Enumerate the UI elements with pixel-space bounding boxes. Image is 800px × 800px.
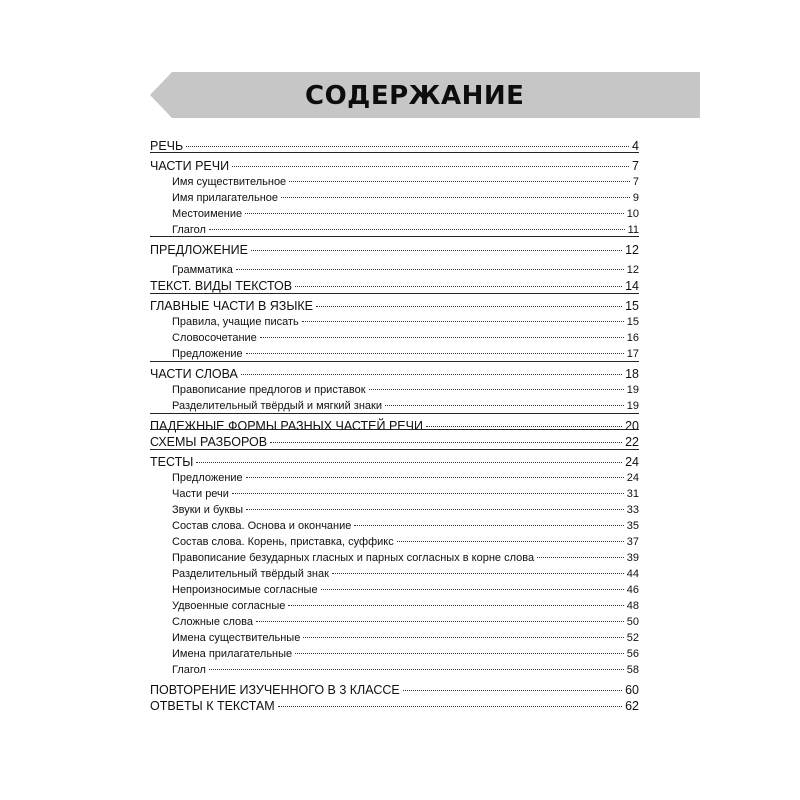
toc-entry-page-number: 16	[626, 332, 639, 344]
toc-entry-page-number: 11	[627, 224, 639, 236]
toc-entry-page-number: 46	[626, 584, 639, 596]
toc-entry-page-number: 17	[626, 348, 639, 360]
toc-entry	[150, 262, 639, 278]
toc-entry	[150, 550, 639, 566]
dot-leader	[369, 389, 624, 390]
toc-entry-page-number: 19	[626, 400, 639, 412]
toc-entry-label: СХЕМЫ РАЗБОРОВ	[150, 435, 268, 449]
toc-entry-page-number: 60	[625, 683, 639, 697]
toc-entry-label: Части речи	[172, 488, 229, 500]
toc-entry-page-number: 48	[626, 600, 639, 612]
dot-leader	[196, 462, 622, 463]
toc-entry-page-number: 56	[626, 648, 639, 660]
toc-entry-label: Имена существительные	[172, 632, 301, 644]
toc-entry-page-number: 37	[626, 536, 639, 548]
dot-leader	[260, 337, 624, 338]
toc-entry-label: Состав слова. Основа и окончание	[172, 520, 352, 532]
dot-leader	[281, 197, 630, 198]
toc-entry-label: РЕЧЬ	[150, 139, 184, 153]
toc-entry-label: Глагол	[172, 664, 206, 676]
toc-entry	[150, 698, 639, 714]
toc-entry	[150, 630, 639, 646]
toc-entry-label: Удвоенные согласные	[172, 600, 286, 612]
toc-entry-label: Правописание безударных гласных и парных согласных в корне слова	[172, 552, 535, 564]
dot-leader	[303, 637, 623, 638]
dot-leader	[316, 306, 622, 307]
toc-entry-page-number: 15	[625, 299, 639, 313]
toc-entry-page-number: 33	[626, 504, 639, 516]
toc-entry-page-number: 39	[626, 552, 639, 564]
toc-entry-label: Предложение	[172, 348, 243, 360]
dot-leader	[385, 405, 624, 406]
toc-entry-label: ПОВТОРЕНИЕ ИЗУЧЕННОГО В 3 КЛАССЕ	[150, 683, 400, 697]
toc-entry-label: Имя прилагательное	[172, 192, 279, 204]
dot-leader	[397, 541, 624, 542]
dot-leader	[246, 509, 624, 510]
toc-entry-page-number: 62	[625, 699, 639, 713]
toc-entry-label: ЧАСТИ СЛОВА	[150, 367, 238, 381]
toc-entry-page-number: 31	[626, 488, 639, 500]
dot-leader	[256, 621, 624, 622]
toc-entry-page-number: 44	[626, 568, 639, 580]
dot-leader	[288, 605, 623, 606]
page-title: СОДЕРЖАНИЕ	[305, 81, 525, 111]
toc-entry-label: ОТВЕТЫ К ТЕКСТАМ	[150, 699, 275, 713]
dot-leader	[209, 229, 625, 230]
toc-entry-page-number: 7	[632, 176, 639, 188]
toc-entry-page-number: 58	[626, 664, 639, 676]
toc-entry	[150, 682, 639, 698]
toc-entry	[150, 366, 639, 382]
section-divider	[150, 429, 639, 430]
toc-entry-page-number: 35	[626, 520, 639, 532]
dot-leader	[426, 426, 622, 427]
toc-entry-label: ТЕСТЫ	[150, 455, 194, 469]
toc-entry-page-number: 22	[625, 435, 639, 449]
dot-leader	[289, 181, 630, 182]
toc-entry	[150, 662, 639, 678]
dot-leader	[354, 525, 623, 526]
dot-leader	[232, 166, 629, 167]
toc-entry-label: Состав слова. Корень, приставка, суффикс	[172, 536, 394, 548]
dot-leader	[295, 653, 624, 654]
toc-entry-label: Разделительный твёрдый знак	[172, 568, 329, 580]
dot-leader	[537, 557, 624, 558]
dot-leader	[403, 690, 622, 691]
dot-leader	[245, 213, 624, 214]
toc-entry	[150, 598, 639, 614]
dot-leader	[302, 321, 624, 322]
dot-leader	[236, 269, 624, 270]
toc-entry	[150, 190, 639, 206]
toc-entry	[150, 242, 639, 258]
toc-entry	[150, 582, 639, 598]
toc-entry-label: Грамматика	[172, 264, 233, 276]
toc-entry	[150, 398, 639, 414]
toc-entry	[150, 382, 639, 398]
toc-entry	[150, 418, 639, 434]
section-divider	[150, 361, 639, 362]
dot-leader	[209, 669, 624, 670]
toc-entry	[150, 314, 639, 330]
toc-entry-label: Правописание предлогов и приставок	[172, 384, 366, 396]
dot-leader	[270, 442, 622, 443]
toc-entry	[150, 518, 639, 534]
section-divider	[150, 236, 639, 237]
toc-entry-label: ТЕКСТ. ВИДЫ ТЕКСТОВ	[150, 279, 293, 293]
toc-entry-label: ПРЕДЛОЖЕНИЕ	[150, 243, 249, 257]
toc-entry	[150, 502, 639, 518]
toc-entry-label: ПАДЕЖНЫЕ ФОРМЫ РАЗНЫХ ЧАСТЕЙ РЕЧИ	[150, 419, 423, 433]
toc-entry	[150, 298, 639, 314]
toc-entry	[150, 470, 639, 486]
toc-entry-page-number: 12	[626, 264, 639, 276]
toc-entry-page-number: 12	[625, 243, 639, 257]
toc-entry-label: Разделительный твёрдый и мягкий знаки	[172, 400, 382, 412]
toc-entry	[150, 346, 639, 362]
toc-entry-label: ЧАСТИ РЕЧИ	[150, 159, 230, 173]
toc-entry-page-number: 52	[626, 632, 639, 644]
toc-entry-label: Имя существительное	[172, 176, 287, 188]
toc-entry	[150, 158, 639, 174]
toc-entry	[150, 614, 639, 630]
section-divider	[150, 449, 639, 450]
dot-leader	[251, 250, 622, 251]
toc-entry-label: Правила, учащие писать	[172, 316, 299, 328]
toc-entry-label: Непроизносимые согласные	[172, 584, 318, 596]
section-divider	[150, 413, 639, 414]
dot-leader	[241, 374, 622, 375]
section-divider	[150, 293, 639, 294]
toc-entry-page-number: 15	[626, 316, 639, 328]
toc-entry-page-number: 14	[625, 279, 639, 293]
dot-leader	[278, 706, 622, 707]
toc-entry-page-number: 10	[626, 208, 639, 220]
toc-entry-page-number: 4	[632, 139, 639, 153]
toc-entry-label: Местоимение	[172, 208, 243, 220]
dot-leader	[246, 477, 624, 478]
toc-entry	[150, 174, 639, 190]
toc-entry-page-number: 24	[625, 455, 639, 469]
dot-leader	[295, 286, 622, 287]
dot-leader	[246, 353, 624, 354]
toc-entry	[150, 454, 639, 470]
dot-leader	[332, 573, 624, 574]
toc-entry-page-number: 19	[626, 384, 639, 396]
toc-entry	[150, 486, 639, 502]
dot-leader	[186, 146, 629, 147]
toc-entry	[150, 434, 639, 450]
toc-entry-page-number: 20	[625, 419, 639, 433]
toc-entry	[150, 330, 639, 346]
toc-entry-page-number: 7	[632, 159, 639, 173]
toc-entry-page-number: 9	[632, 192, 639, 204]
toc-entry-label: Словосочетание	[172, 332, 257, 344]
dot-leader	[321, 589, 624, 590]
toc-entry-page-number: 24	[626, 472, 639, 484]
toc-entry-page-number: 50	[626, 616, 639, 628]
toc-entry-label: Глагол	[172, 224, 206, 236]
toc-entry-label: Сложные слова	[172, 616, 253, 628]
toc-entry-label: Предложение	[172, 472, 243, 484]
toc-entry	[150, 534, 639, 550]
section-divider	[150, 152, 639, 153]
toc-entry-label: ГЛАВНЫЕ ЧАСТИ В ЯЗЫКЕ	[150, 299, 314, 313]
toc-entry	[150, 278, 639, 294]
dot-leader	[232, 493, 624, 494]
toc-entry-label: Имена прилагательные	[172, 648, 293, 660]
toc-entry	[150, 646, 639, 662]
toc-entry-page-number: 18	[625, 367, 639, 381]
toc-entry-label: Звуки и буквы	[172, 504, 244, 516]
toc-entry	[150, 566, 639, 582]
toc-entry	[150, 206, 639, 222]
